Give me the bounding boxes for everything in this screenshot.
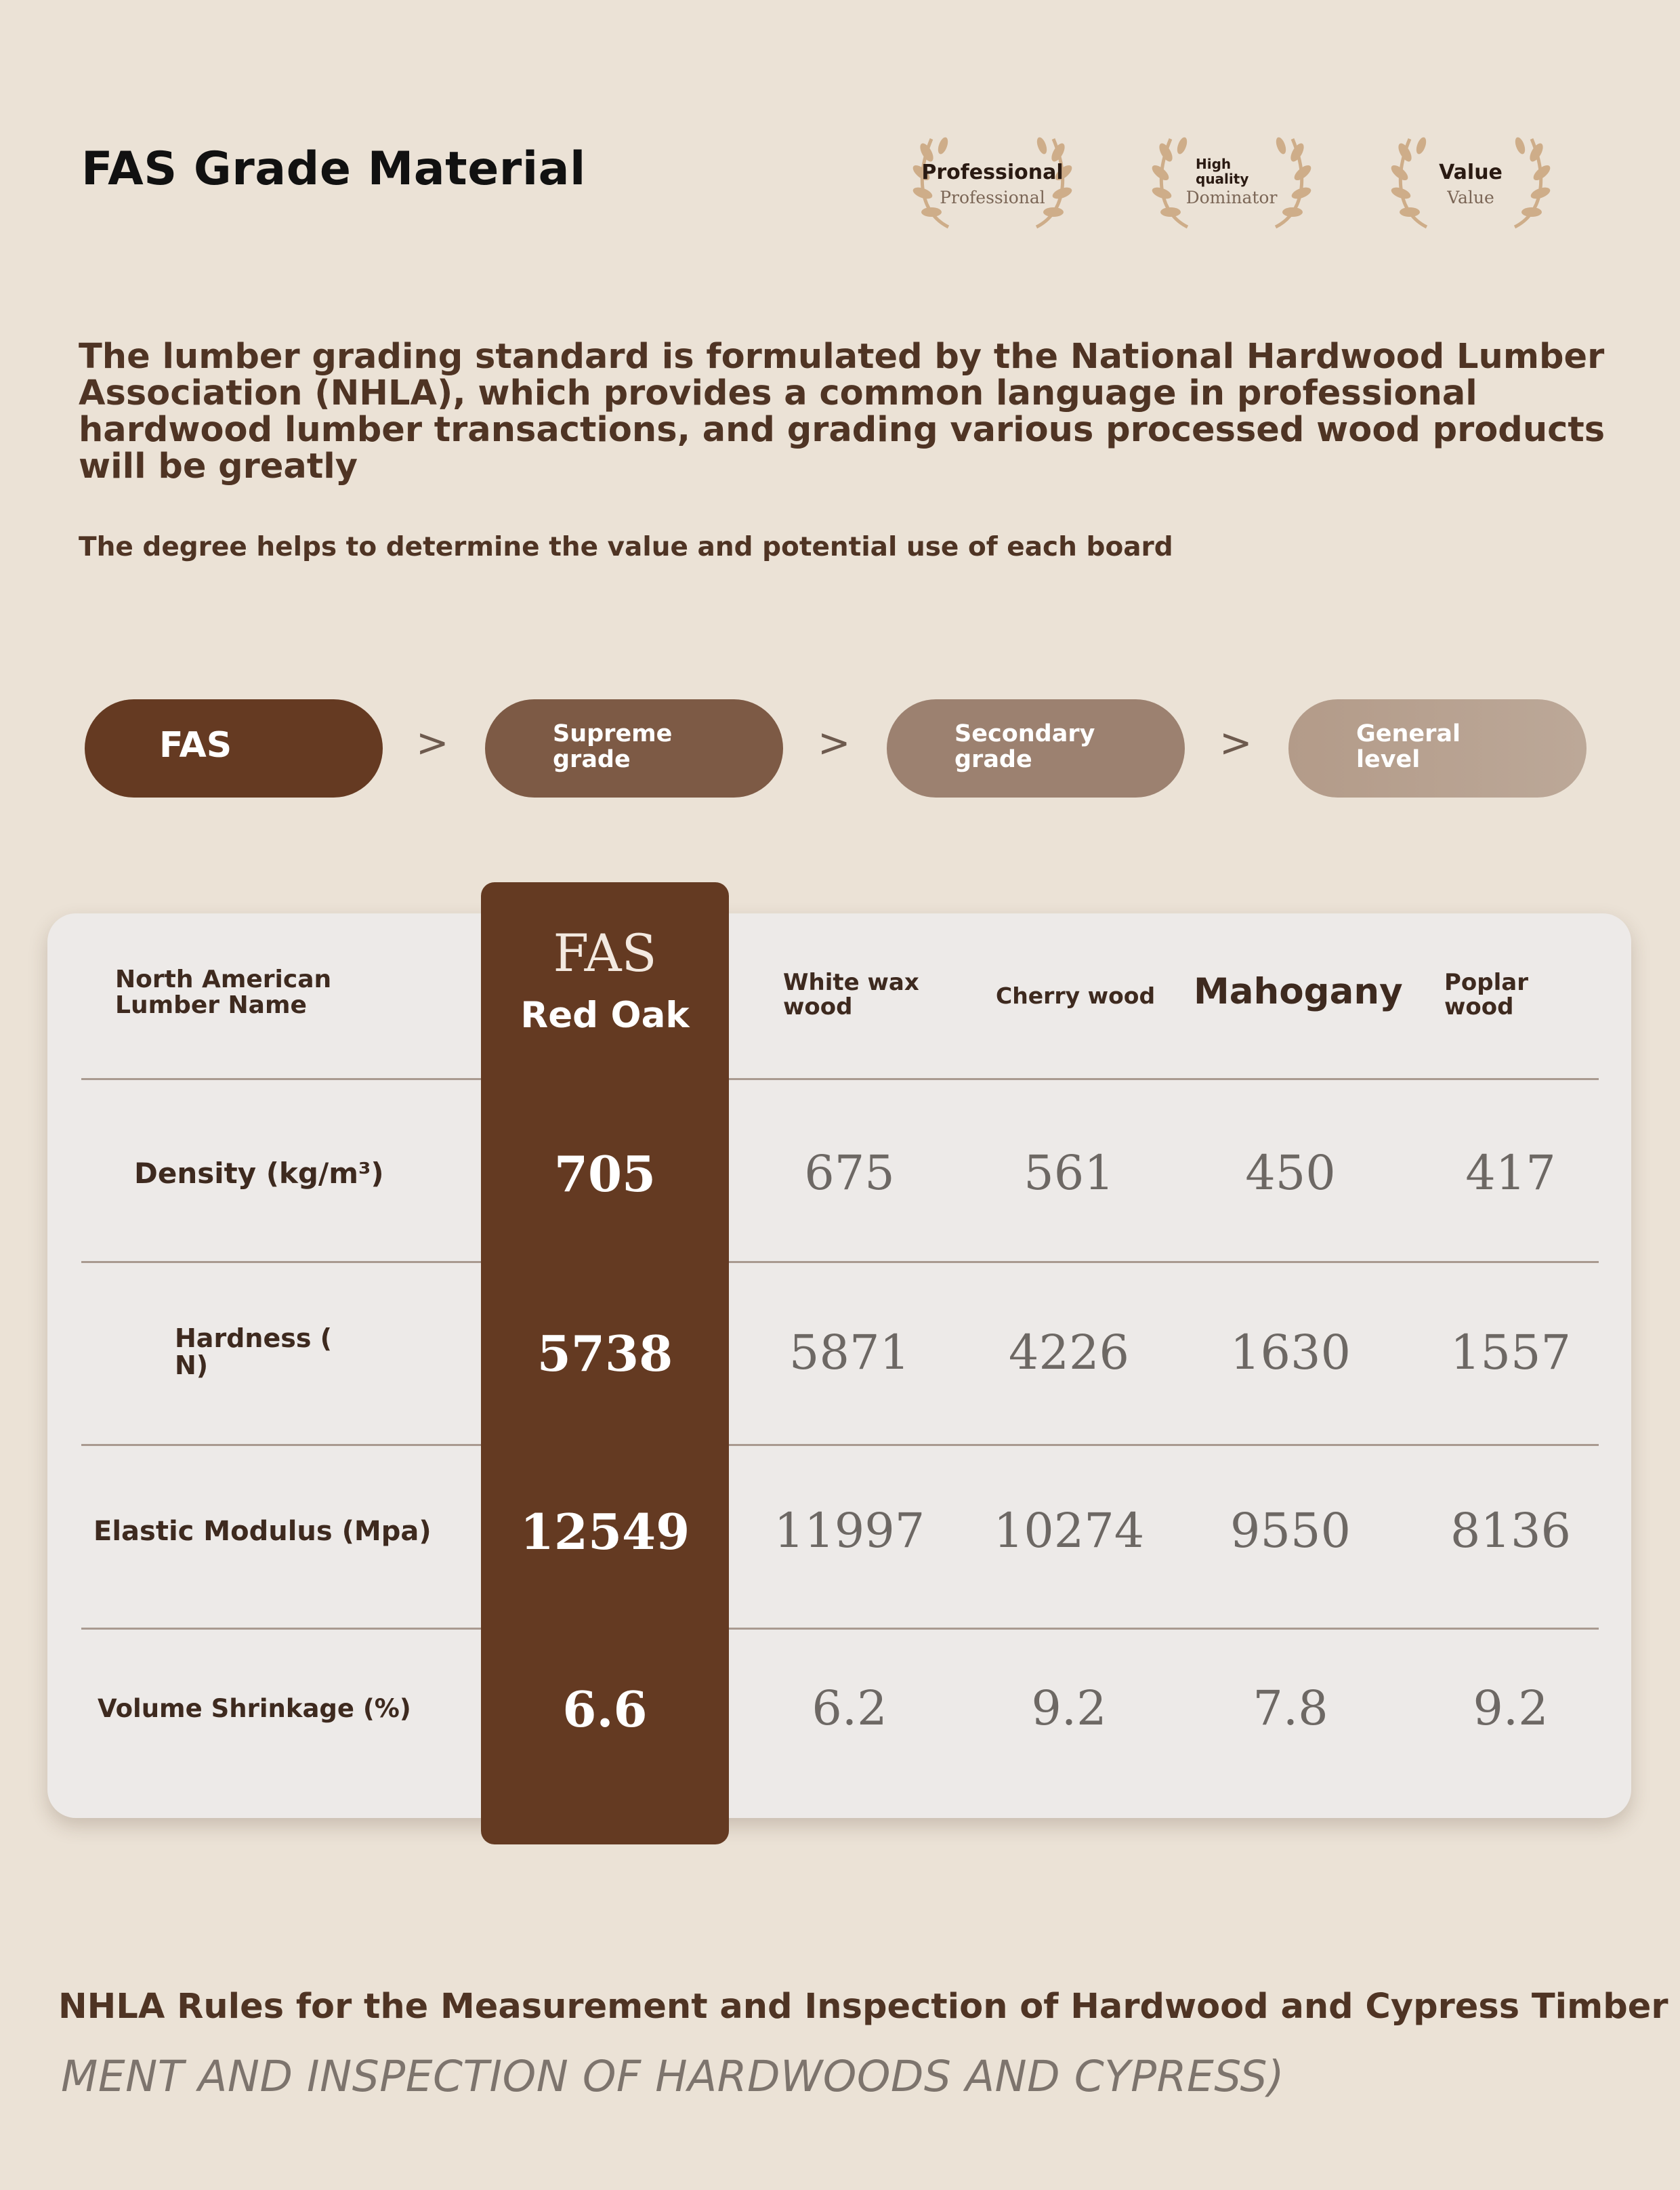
intro-note: The degree helps to determine the value and potential use of each board <box>79 532 1173 562</box>
table-header-col: White wax wood <box>783 969 919 1020</box>
table-cell: 10274 <box>993 1503 1145 1558</box>
badge-title: High quality <box>1196 156 1249 187</box>
badge-title: Value <box>1439 161 1503 184</box>
table-cell: 5871 <box>789 1325 910 1380</box>
table-cell: 11997 <box>774 1503 925 1558</box>
grade-pill-fas <box>85 699 383 798</box>
table-header-col: Mahogany <box>1194 971 1403 1012</box>
featured-value: 5738 <box>537 1325 673 1382</box>
table-cell: 6.2 <box>812 1680 887 1736</box>
grade-pill-supreme <box>485 699 783 798</box>
grade-pill-label: Supreme grade <box>553 720 673 773</box>
badge-professional <box>901 125 1084 241</box>
featured-value: 705 <box>553 1145 656 1203</box>
grade-pill-secondary <box>887 699 1185 798</box>
row-label-volume-shrinkage: Volume Shrinkage (%) <box>98 1694 411 1723</box>
intro-paragraph: The lumber grading standard is formulated by the National Hardwood Lumber Association (NHLA), which provides a common language in professional hardwood lumber transactions, and grading various processed wood products will be greatly <box>79 337 1605 487</box>
grade-pill-label: Secondary grade <box>954 720 1095 773</box>
badge-subtitle: Dominator <box>1185 188 1278 207</box>
table-divider <box>81 1628 1599 1630</box>
row-label-hardness: Hardness ( N) <box>175 1323 333 1380</box>
chevron-right-icon: > <box>818 720 851 766</box>
badge-subtitle: Professional <box>940 188 1045 207</box>
page-title: FAS Grade Material <box>81 142 586 196</box>
row-label-density: Density (kg/m³) <box>134 1157 384 1190</box>
chevron-right-icon: > <box>1219 720 1253 766</box>
grade-pill-label: FAS <box>159 725 232 766</box>
badge-subtitle: Value <box>1447 188 1494 207</box>
table-cell: 1557 <box>1450 1325 1572 1380</box>
table-header-col: Poplar wood <box>1444 969 1528 1020</box>
featured-value: 6.6 <box>562 1680 648 1738</box>
chevron-right-icon: > <box>416 720 449 766</box>
grade-pill-label: General level <box>1356 720 1461 773</box>
table-cell: 675 <box>804 1145 895 1201</box>
table-divider <box>81 1078 1599 1080</box>
badge-title: Professional <box>921 161 1064 184</box>
table-cell: 9.2 <box>1473 1680 1549 1736</box>
footer-title: NHLA Rules for the Measurement and Inspection of Hardwood and Cypress Timber <box>58 1987 1668 2027</box>
badge-value <box>1379 125 1562 241</box>
table-cell: 8136 <box>1450 1503 1572 1558</box>
table-cell: 450 <box>1245 1145 1336 1201</box>
table-cell: 4226 <box>1008 1325 1130 1380</box>
featured-grade-label: FAS <box>553 923 657 983</box>
table-cell: 7.8 <box>1253 1680 1328 1736</box>
featured-value: 12549 <box>520 1503 690 1561</box>
table-header-name: North American Lumber Name <box>115 966 332 1019</box>
footer-subtitle: MENT AND INSPECTION OF HARDWOODS AND CYPRESS) <box>61 2052 1285 2101</box>
featured-wood-name: Red Oak <box>520 995 690 1036</box>
table-cell: 9.2 <box>1031 1680 1107 1736</box>
table-cell: 1630 <box>1230 1325 1351 1380</box>
table-divider <box>81 1261 1599 1263</box>
table-cell: 9550 <box>1230 1503 1351 1558</box>
row-label-elastic-modulus: Elastic Modulus (Mpa) <box>93 1516 432 1547</box>
table-cell: 417 <box>1465 1145 1556 1201</box>
grade-pill-general <box>1288 699 1587 798</box>
table-header-col: Cherry wood <box>996 983 1156 1009</box>
table-divider <box>81 1444 1599 1446</box>
badge-high-quality <box>1140 125 1323 241</box>
table-cell: 561 <box>1024 1145 1114 1201</box>
